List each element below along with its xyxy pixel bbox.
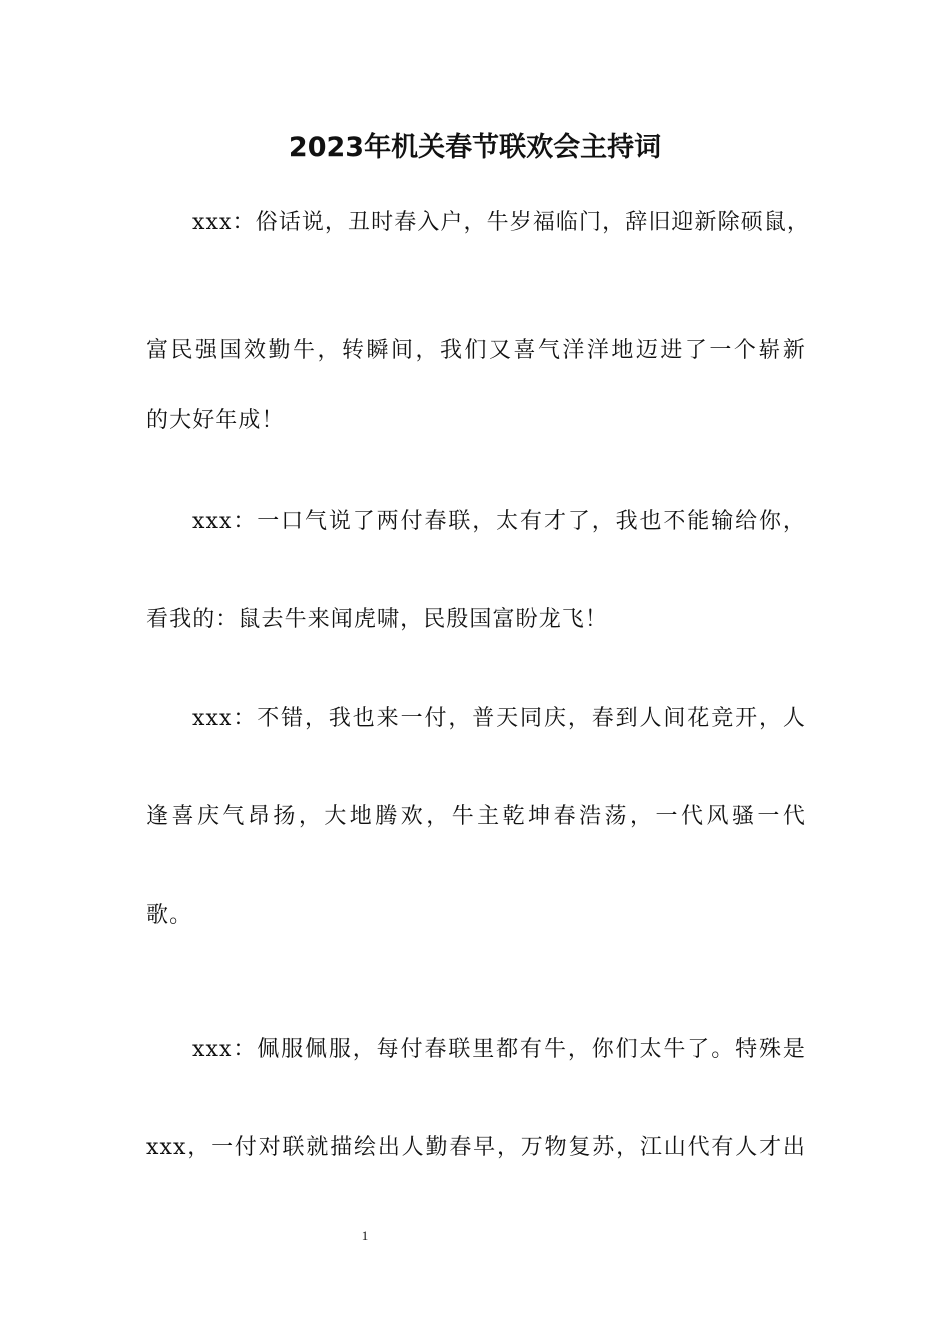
paragraph-3-line-2: 逢喜庆气昂扬，大地腾欢，牛主乾坤春浩荡，一代风骚一代	[146, 804, 806, 829]
page-number: 1	[361, 1228, 369, 1243]
paragraph-3-line-1: xxx：不错，我也来一付，普天同庆，春到人间花竞开，人	[192, 706, 806, 731]
paragraph-3-line-3: 歌。	[146, 903, 193, 928]
paragraph-1-line-1: xxx：俗话说，丑时春入户，牛岁福临门，辞旧迎新除硕鼠，	[192, 210, 811, 235]
paragraph-2-line-1: xxx：一口气说了两付春联，太有才了，我也不能输给你，	[192, 509, 806, 534]
paragraph-1-line-2: 富民强国效勤牛，转瞬间，我们又喜气洋洋地迈进了一个崭新	[146, 338, 806, 363]
document-title: 2023年机关春节联欢会主持词	[288, 132, 662, 163]
paragraph-4-line-1: xxx：佩服佩服，每付春联里都有牛，你们太牛了。特殊是	[192, 1037, 806, 1062]
paragraph-4-line-2: xxx，一付对联就描绘出人勤春早，万物复苏，江山代有人才出	[146, 1135, 806, 1160]
paragraph-1-line-3: 的大好年成！	[146, 408, 285, 433]
paragraph-2-line-2: 看我的：鼠去牛来闻虎啸，民殷国富盼龙飞！	[146, 607, 609, 632]
